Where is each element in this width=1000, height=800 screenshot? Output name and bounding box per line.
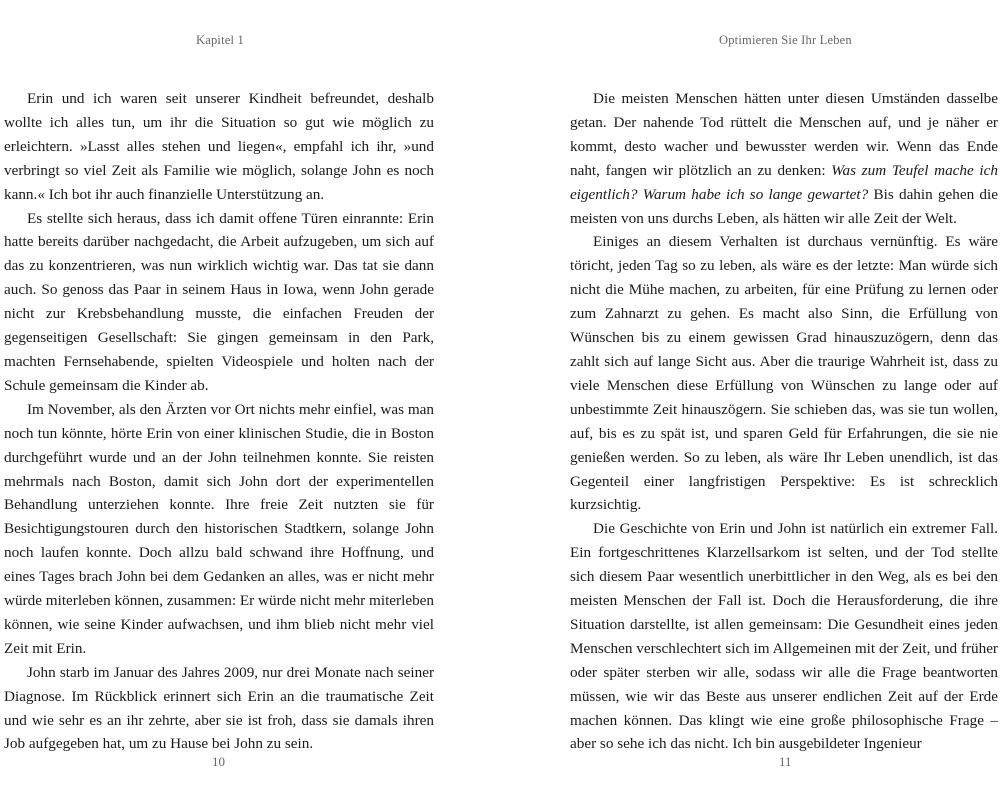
paragraph: Es stellte sich heraus, dass ich damit offene Türen einrannte: Erin hatte bereits darüber nachgedacht, die Arbeit aufzugeben, um sich auf das zu konzentrieren, was nun wirklich wichtig war. Das tat sie dann auch. So genoss das Paar in seinem Haus in Iowa, wenn John gerade nicht zur Krebsbehandlung musste, die einfachen Freuden der gegenseitigen Gesellschaft: Sie gingen gemeinsam in den Park, machten Fernsehabende, spielten Videospiele und holten nach der Schule gemeinsam die Kinder ab. — [4, 209, 434, 394]
running-header-title: Optimieren Sie Ihr Leben — [719, 33, 852, 47]
paragraph: Die Geschichte von Erin und John ist natürlich ein extremer Fall. Ein fortgeschrittenes Klarzellsarkom ist selten, und der Tod stellte sich diesem Paar wesentlich unerbittlicher in den Weg, als es bei den meisten Menschen der Fall ist. Doch die Herausforderung, die ihre Situation darstellte, ist allen gemeinsam: Die Gesundheit eines jeden Menschen verschlechtert sich im Allgemeinen mit der Zeit, und früher oder später sterben wir alle, sodass wir alle die Frage beantworten müssen, wie wir das Beste aus unserer endlichen Zeit auf der Erde machen können. Das klingt wie eine große philosophische Frage – aber so sehe ich das nicht. Ich bin ausgebildeter Ingenieur — [570, 520, 998, 753]
running-header-chapter: Kapitel 1 — [196, 33, 244, 47]
paragraph: Im November, als den Ärzten vor Ort nichts mehr einfiel, was man noch tun könnte, hörte Erin von einer klinischen Studie, die in Boston durchgeführt wurde und an der John teilnehmen konnte. Sie reisten mehrmals nach Boston, damit sich John dort der experimentellen Behandlung unterziehen konnte. Ihre freie Zeit nutzten sie für Besichtigungstouren durch den historischen Stadtkern, solange John noch laufen konnte. Doch allzu bald schwand ihre Hoffnung, und eines Tages brach John bei dem Gedanken an alles, was er nicht mehr würde miterleben können, zusammen: Er würde nicht mehr miterleben können, wie seine Kinder aufwachsen, und ihm blieb nicht mehr viel Zeit mit Erin. — [4, 400, 434, 657]
italic-quote: Was zum Teufel mache ich eigentlich? Warum habe ich so lange gewartet? — [570, 161, 998, 203]
paragraph: Erin und ich waren seit unserer Kindheit befreundet, deshalb wollte ich alles tun, um ihr die Situation so gut wie möglich zu erleichtern. »Lasst alles stehen und liegen«, empfahl ich ihr, »und verbringt so viel Zeit als Familie wie möglich, solange John es noch kann.« Ich bot ihr auch finanzielle Unterstützung an. — [4, 90, 434, 203]
paragraph-text: Die meisten Menschen hätten unter diesen Umständen dasselbe getan. Der nahende Tod rüttelt die Menschen auf, und je näher er kommt, desto wacher und bewusster werden wir. Wenn das Ende naht, fangen wir plötzlich an zu denken: — [570, 90, 998, 179]
page-number: 11 — [779, 754, 792, 769]
paragraph — [570, 87, 998, 230]
paragraph: Einiges an diesem Verhalten ist durchaus vernünftig. Es wäre töricht, jeden Tag so zu leben, als wäre es der letzte: Man würde sich nicht die Mühe machen, zu arbeiten, für eine Prüfung zu lernen oder zum Zahnarzt zu gehen. Es macht also Sinn, die Erfüllung von Wünschen bis zu einem gewissen Grad hinauszuzögern, denn das zahlt sich auf lange Sicht aus. Aber die traurige Wahrheit ist, dass zu viele Menschen diese Erfüllung von Wünschen zu lange oder auf unbestimmte Zeit hinauszögern. Sie schieben das, was sie tun wollen, auf, bis es zu spät ist, und sparen Geld für Erfahrungen, die sie nie genießen werden. So zu leben, als wäre Ihr Leben unendlich, ist das Gegenteil einer langfristigen Perspektive: Es ist schrecklich kurzsichtig. — [570, 233, 998, 514]
paragraph: John starb im Januar des Jahres 2009, nur drei Monate nach seiner Diagnose. Im Rückblick erinnert sich Erin an die traumatische Zeit und wie sehr es an ihr zehrte, aber sie ist froh, dass sie damals ihren Job aufgegeben hat, um zu Hause bei John zu sein. — [4, 663, 434, 753]
right-page-body — [570, 87, 998, 756]
right-page — [500, 0, 1000, 800]
page-number: 10 — [212, 754, 225, 769]
paragraph-text: Bis dahin gehen die meisten von uns durchs Leben, als hätten wir alle Zeit der Welt. — [570, 185, 998, 227]
left-page-body — [4, 87, 434, 756]
